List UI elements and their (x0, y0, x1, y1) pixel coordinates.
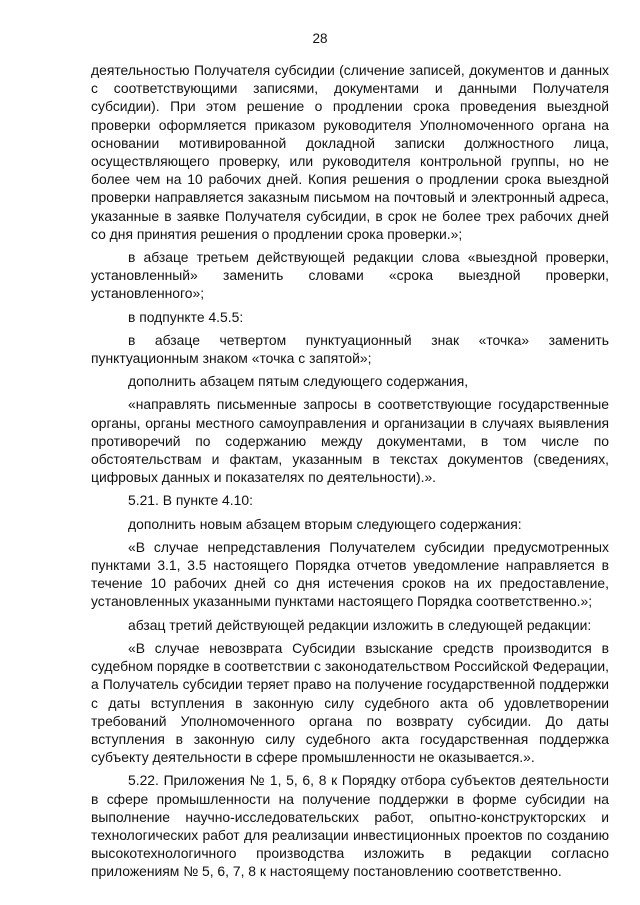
page-number: 28 (312, 31, 328, 46)
section-heading: 5.21. В пункте 4.10: (128, 492, 253, 509)
paragraph: в абзаце третьем действующей редакции слова «выездной проверки, установленный» заменить словами «срока выездной проверки, установленного»; (91, 249, 609, 302)
paragraph: деятельностью Получателя субсидии (сличение записей, документов и данных с соответствующими записями, документами и данными Получателя субсидии). При этом решение о продлении срока проведения выездной проверки оформляется приказом руководителя Уполномоченного органа на основании мотивированной докладной записки должностного лица, осуществляющего проверку, или руководителя контрольной группы, но не более чем на 10 рабочих дней. Копия решения о продлении срока выездной проверки направляется заказным письмом на почтовый и электронный адреса, указанные в заявке Получателя субсидии, в срок не более трех рабочих дней со дня принятия решения о продлении срока проверки.»; (91, 62, 609, 242)
document-body (91, 61, 609, 886)
paragraph: в подпункте 4.5.5: (128, 308, 244, 325)
paragraph: «В случае непредставления Получателем субсидии предусмотренных пунктами 3.1, 3.5 настоящего Порядка отчетов уведомление направляется в течение 10 рабочих дней со дня истечения сроков на их предоставление, установленных указанными пунктами настоящего Порядка соответственно.»; (91, 538, 609, 610)
paragraph: 5.22. Приложения № 1, 5, 6, 8 к Порядку отбора субъектов деятельности в сфере промышленности на получение поддержки в форме субсидии на выполнение научно-исследовательских работ, опытно-конструкторских и технологических работ для реализации инвестиционных проектов по созданию высокотехнологичного производства изложить в редакции согласно приложениям № 5, 6, 7, 8 к настоящему постановлению соответственно. (91, 772, 609, 880)
paragraph: «В случае невозврата Субсидии взыскание средств производится в судебном порядке в соответствии с законодательством Российской Федерации, а Получатель субсидии теряет право на получение государственной поддержки с даты вступления в законную силу судебного акта об удовлетворении требований Уполномоченного органа по возврату субсидии. До даты вступления в законную силу судебного акта государственная поддержка субъекту деятельности в сфере промышленности не оказывается.». (91, 639, 609, 766)
paragraph: дополнить абзацем пятым следующего содержания, (128, 373, 469, 390)
paragraph: «направлять письменные запросы в соответствующие государственные органы, органы местного самоуправления и организации в случаях выявления противоречий по содержанию между документами, в том числе по обстоятельствам и фактам, указанным в текстах документов (сведениях, цифровых данных и показателях по деятельности).». (91, 396, 609, 486)
paragraph: в абзаце четвертом пунктуационный знак «точка» заменить пунктуационным знаком «точка с запятой»; (91, 331, 609, 367)
paragraph: абзац третий действующей редакции изложить в следующей редакции: (128, 616, 592, 633)
paragraph: дополнить новым абзацем вторым следующего содержания: (128, 515, 522, 532)
